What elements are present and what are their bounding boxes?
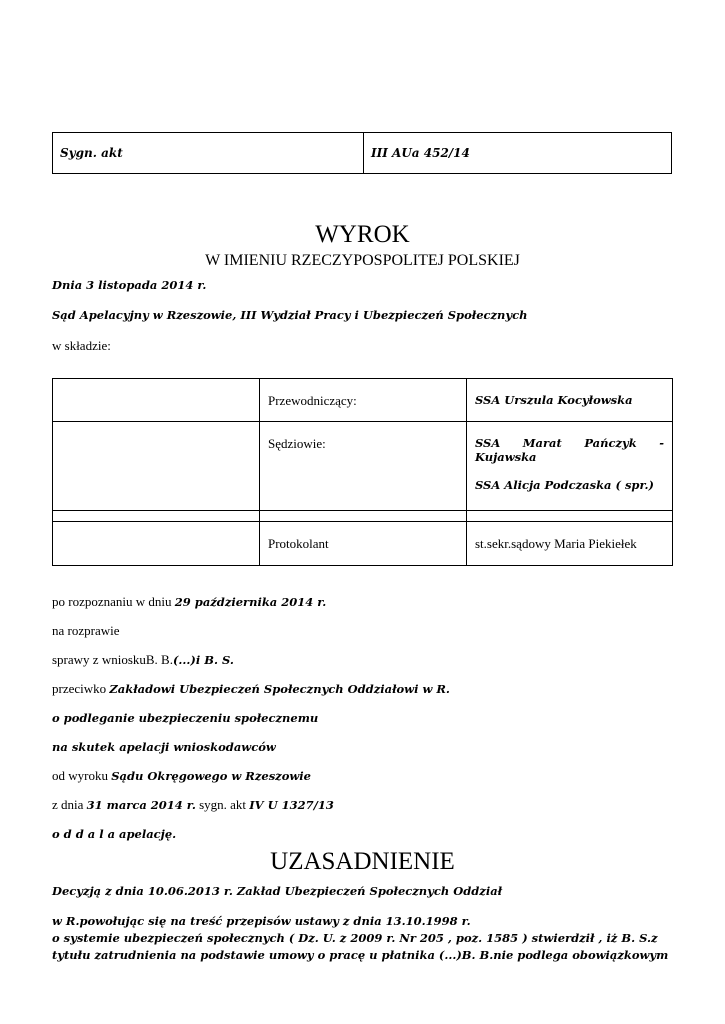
table-row	[53, 511, 673, 522]
hearing-date: 29 października 2014 r.	[174, 595, 327, 609]
case-signature-label: Sygn. akt	[53, 133, 364, 173]
case-signature-value: III AUa 452/14	[371, 146, 470, 160]
table-cell-empty	[53, 522, 260, 566]
proceedings-line-7: od wyroku Sądu Okręgowego w Rzeszowie	[52, 768, 311, 783]
judgment-date: Dnia 3 listopada 2014 r.	[52, 278, 207, 292]
table-cell-empty	[53, 422, 260, 511]
judge1-title: SSA	[475, 436, 501, 450]
court-name: Sąd Apelacyjny w Rzeszowie, III Wydział Pracy i Ubezpieczeń Społecznych	[52, 308, 528, 322]
composition-table	[52, 378, 673, 566]
clerk-role: Protokolant	[260, 522, 467, 566]
proceedings-line-2: na rozprawie	[52, 623, 120, 638]
proceedings-line-8: z dnia 31 marca 2014 r. sygn. akt IV U 1327/13	[52, 797, 334, 812]
chair-name: SSA Urszula Kocyłowska	[467, 379, 673, 422]
judges-names	[467, 422, 673, 511]
judge1-surname: Pańczyk	[584, 436, 637, 450]
table-row	[53, 522, 673, 566]
case-signature-table	[52, 132, 672, 174]
proceedings-line-3: sprawy z wnioskuB. B.(...)i B. S.	[52, 652, 234, 667]
justification-line-3: o systemie ubezpieczeń społecznych ( Dz. U. z 2009 r. Nr 205 , poz. 1585 ) stwierdził , iż B. S.z	[52, 931, 658, 945]
judge2-name: SSA Alicja Podczaska ( spr.)	[475, 478, 654, 492]
table-row	[53, 379, 673, 422]
verdict: o d d a l a apelację.	[52, 827, 177, 841]
proceedings-line-1: po rozpoznaniu w dniu 29 października 2014 r.	[52, 594, 327, 609]
judge1-line	[475, 436, 664, 450]
defendant: Zakładowi Ubezpieczeń Społecznych Oddziałowi w R.	[109, 682, 450, 696]
proceedings-line-4: przeciwko Zakładowi Ubezpieczeń Społecznych Oddziałowi w R.	[52, 681, 450, 696]
lower-court: Sądu Okręgowego w Rzeszowie	[111, 769, 311, 783]
table-cell-empty	[260, 511, 467, 522]
chair-role: Przewodniczący:	[260, 379, 467, 422]
justification-title: UZASADNIENIE	[270, 848, 455, 875]
justification-line-2: w R.powołując się na treść przepisów ustawy z dnia 13.10.1998 r.	[52, 914, 471, 928]
table-cell-empty	[53, 379, 260, 422]
justification-line-4: tytułu zatrudnienia na podstawie umowy o pracę u płatnika (...)B. B.nie podlega obowiązkowym	[52, 948, 669, 962]
judges-role: Sędziowie:	[260, 422, 467, 511]
document-title: WYROK	[315, 221, 410, 248]
clerk-name: st.sekr.sądowy Maria Piekiełek	[467, 522, 673, 566]
proceedings-line-5: o podleganie ubezpieczeniu społecznemu	[52, 711, 319, 725]
judge1-hyphen: -	[659, 436, 664, 450]
judge1-first-name: Marat	[522, 436, 562, 450]
table-cell-empty	[53, 511, 260, 522]
justification-paragraph-1: Decyzją z dnia 10.06.2013 r. Zakład Ubezpieczeń Społecznych Oddział	[52, 884, 503, 898]
document-subtitle: W IMIENIU RZECZYPOSPOLITEJ POLSKIEJ	[205, 252, 520, 269]
composition-intro: w składzie:	[52, 338, 111, 353]
judge1-surname-cont: Kujawska	[475, 450, 537, 464]
proceedings-line-6: na skutek apelacji wnioskodawców	[52, 740, 276, 754]
table-cell-empty	[467, 511, 673, 522]
table-row	[53, 422, 673, 511]
